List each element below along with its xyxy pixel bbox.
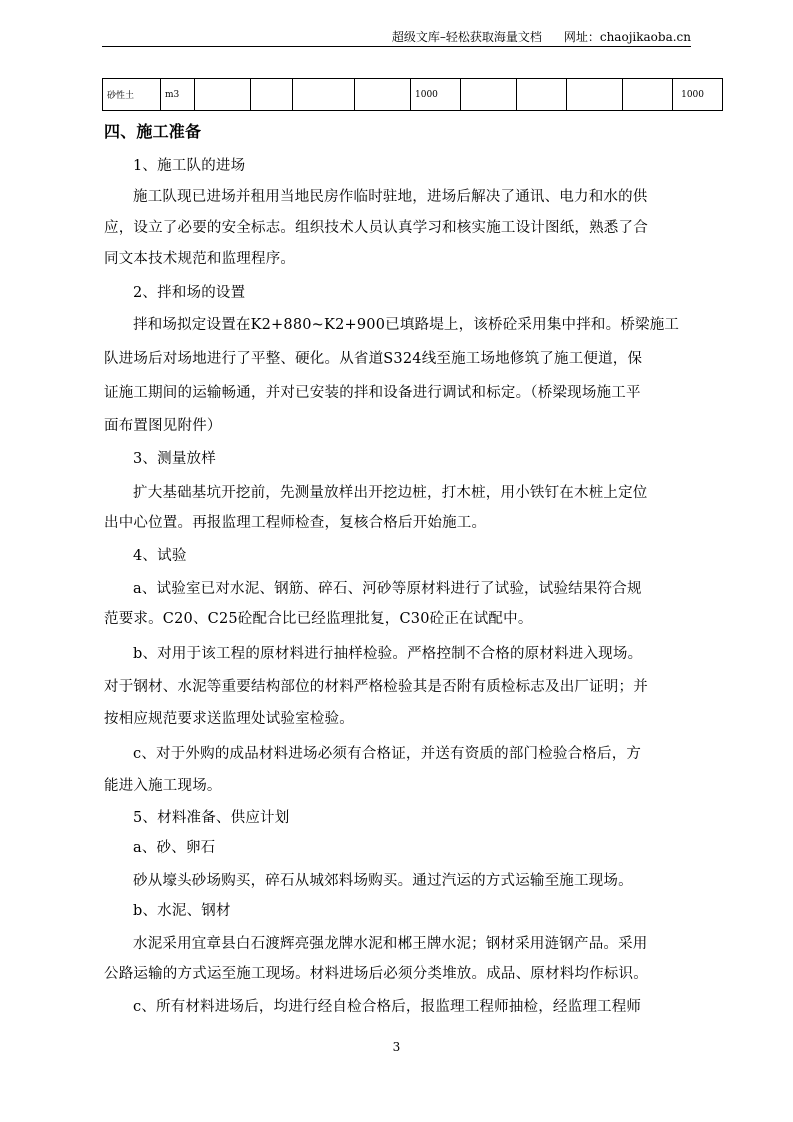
- cell-empty: [355, 79, 411, 111]
- cell-empty: [251, 79, 293, 111]
- page-number: 3: [392, 1040, 401, 1054]
- paragraph-line: 能进入施工现场。: [104, 778, 222, 794]
- cell-total: 1000: [673, 79, 723, 111]
- section-heading: 四、施工准备: [104, 122, 202, 141]
- paragraph-line: 按相应规范要求送监理处试验室检验。: [104, 711, 354, 727]
- cell-empty: [623, 79, 673, 111]
- paragraph-line: 砂从壕头砂场购买，碎石从城郊料场购买。通过汽运的方式运输至施工现场。: [133, 873, 633, 889]
- paragraph-line: 队进场后对场地进行了平整、硬化。从省道S324线至施工场地修筑了施工便道，保: [104, 351, 643, 367]
- cell-unit: m3: [161, 79, 195, 111]
- paragraph-line: 施工队现已进场并租用当地民房作临时驻地，进场后解决了通讯、电力和水的供: [133, 189, 648, 205]
- paragraph-line: 水泥采用宜章县白石渡辉亮强龙牌水泥和郴王牌水泥；钢材采用涟钢产品。采用: [133, 936, 648, 952]
- paragraph-line: 拌和场拟定设置在K2+880~K2+900已填路堤上，该桥砼采用集中拌和。桥梁施工: [133, 317, 680, 333]
- subheading: 1、施工队的进场: [133, 158, 246, 174]
- paragraph-line: b、对用于该工程的原材料进行抽样检验。严格控制不合格的原材料进入现场。: [133, 646, 643, 662]
- paragraph-line: c、对于外购的成品材料进场必须有合格证，并送有资质的部门检验合格后，方: [133, 746, 642, 762]
- cell-empty: [567, 79, 623, 111]
- cell-material: 砂性土: [103, 79, 161, 111]
- subheading: 5、材料准备、供应计划: [133, 810, 290, 826]
- materials-table: [102, 78, 723, 111]
- cell-empty: [293, 79, 355, 111]
- table-row: [103, 79, 723, 111]
- paragraph-line: a、试验室已对水泥、钢筋、碎石、河砂等原材料进行了试验，试验结果符合规: [133, 581, 642, 597]
- subheading: 4、试验: [133, 548, 187, 564]
- paragraph-line: 扩大基础基坑开挖前，先测量放样出开挖边桩，打木桩，用小铁钉在木桩上定位: [133, 485, 648, 501]
- paragraph-line: 对于钢材、水泥等重要结构部位的材料严格检验其是否附有质检标志及出厂证明；并: [104, 679, 648, 695]
- cell-quantity: 1000: [411, 79, 461, 111]
- cell-empty: [461, 79, 517, 111]
- paragraph-line: 应，设立了必要的安全标志。组织技术人员认真学习和核实施工设计图纸，熟悉了合: [104, 220, 648, 236]
- subheading: b、水泥、钢材: [133, 903, 231, 919]
- paragraph-line: 出中心位置。再报监理工程师检查，复核合格后开始施工。: [104, 515, 487, 531]
- cell-empty: [195, 79, 251, 111]
- paragraph-line: 证施工期间的运输畅通，并对已安装的拌和设备进行调试和标定。（桥梁现场施工平: [104, 385, 641, 401]
- subheading: 2、拌和场的设置: [133, 285, 246, 301]
- paragraph-line: 范要求。C20、C25砼配合比已经监理批复，C30砼正在试配中。: [104, 611, 533, 627]
- cell-empty: [517, 79, 567, 111]
- subheading: a、砂、卵石: [133, 840, 216, 856]
- paragraph-line: 同文本技术规范和监理程序。: [104, 251, 296, 267]
- paragraph-line: 面布置图见附件）: [104, 418, 222, 434]
- header-site-name: 超级文库–轻松获取海量文档: [391, 30, 542, 44]
- header-url: 网址：chaojikaoba.cn: [563, 30, 691, 44]
- paragraph-line: 公路运输的方式运至施工现场。材料进场后必须分类堆放。成品、原材料均作标识。: [104, 966, 648, 982]
- page-header: [102, 28, 691, 47]
- paragraph-line: c、所有材料进场后，均进行经自检合格后，报监理工程师抽检，经监理工程师: [133, 999, 642, 1015]
- subheading: 3、测量放样: [133, 451, 216, 467]
